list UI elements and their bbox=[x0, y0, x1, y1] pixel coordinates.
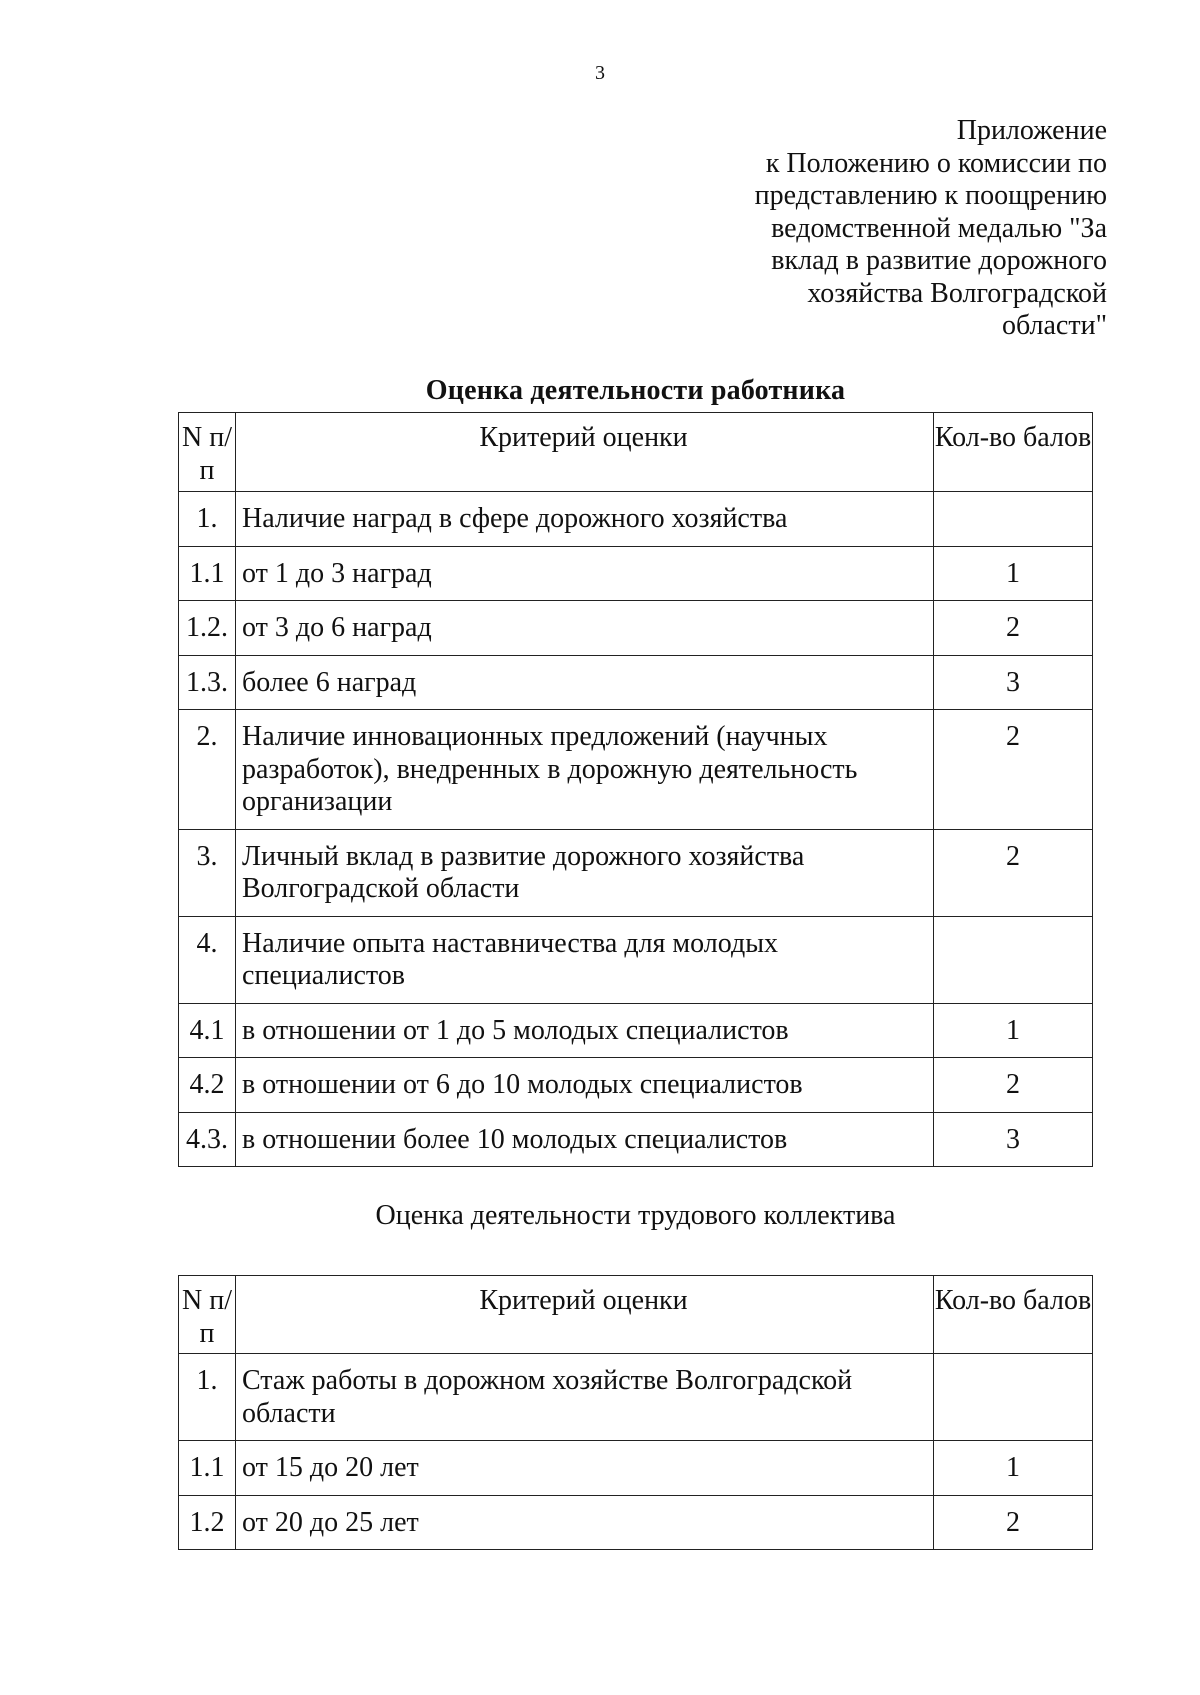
row-criterion: в отношении более 10 молодых специалистов bbox=[236, 1112, 934, 1167]
row-score bbox=[934, 916, 1093, 1003]
row-score bbox=[934, 492, 1093, 547]
table-header-row bbox=[179, 413, 1093, 492]
row-score: 1 bbox=[934, 1003, 1093, 1058]
row-num: 1. bbox=[179, 1354, 236, 1441]
row-score: 2 bbox=[934, 710, 1093, 830]
row-num: 1. bbox=[179, 492, 236, 547]
team-evaluation-table bbox=[178, 1275, 1093, 1550]
row-criterion: в отношении от 6 до 10 молодых специалистов bbox=[236, 1058, 934, 1113]
row-num: 1.2. bbox=[179, 601, 236, 656]
row-num: 1.3. bbox=[179, 655, 236, 710]
row-criterion: Наличие наград в сфере дорожного хозяйства bbox=[236, 492, 934, 547]
appendix-line: к Положению о комиссии по bbox=[765, 147, 1107, 179]
appendix-line: представлению к поощрению bbox=[754, 180, 1107, 211]
header-num: N п/п bbox=[179, 1276, 236, 1354]
employee-evaluation-table bbox=[178, 412, 1093, 1167]
row-num: 4. bbox=[179, 916, 236, 1003]
appendix-line: хозяйства Волгоградской bbox=[807, 277, 1107, 309]
row-num: 1.1 bbox=[179, 546, 236, 601]
page-number: 3 bbox=[595, 62, 605, 84]
row-criterion: от 15 до 20 лет bbox=[236, 1441, 934, 1496]
row-num: 4.2 bbox=[179, 1058, 236, 1113]
appendix-line: ведомственной медалью "За bbox=[771, 212, 1107, 244]
row-criterion: от 20 до 25 лет bbox=[236, 1495, 934, 1550]
row-criterion: Стаж работы в дорожном хозяйстве Волгоградской области bbox=[236, 1354, 934, 1441]
header-num: N п/п bbox=[179, 413, 236, 492]
row-score bbox=[934, 1354, 1093, 1441]
row-score: 2 bbox=[934, 829, 1093, 916]
row-criterion: более 6 наград bbox=[236, 655, 934, 710]
table-row bbox=[179, 1058, 1093, 1113]
row-num: 1.1 bbox=[179, 1441, 236, 1496]
row-num: 1.2 bbox=[179, 1495, 236, 1550]
table-row bbox=[179, 1003, 1093, 1058]
appendix-line: области" bbox=[1001, 310, 1107, 341]
table-row bbox=[179, 1112, 1093, 1167]
appendix-line: Приложение bbox=[956, 115, 1107, 146]
row-num: 4.1 bbox=[179, 1003, 236, 1058]
table-row bbox=[179, 601, 1093, 656]
header-criterion: Критерий оценки bbox=[236, 1276, 934, 1354]
table-row bbox=[179, 829, 1093, 916]
table-row bbox=[179, 655, 1093, 710]
row-num: 4.3. bbox=[179, 1112, 236, 1167]
row-score: 3 bbox=[934, 1112, 1093, 1167]
row-score: 2 bbox=[934, 1495, 1093, 1550]
row-num: 3. bbox=[179, 829, 236, 916]
row-criterion: Наличие инновационных предложений (научных разработок), внедренных в дорожную деятельность организации bbox=[236, 710, 934, 830]
employee-evaluation-title: Оценка деятельности работника bbox=[425, 375, 846, 406]
row-criterion: Наличие опыта наставничества для молодых специалистов bbox=[236, 916, 934, 1003]
table-row bbox=[179, 1354, 1093, 1441]
table-row bbox=[179, 1441, 1093, 1496]
header-criterion: Критерий оценки bbox=[236, 413, 934, 492]
row-score: 2 bbox=[934, 1058, 1093, 1113]
table-row bbox=[179, 1495, 1093, 1550]
header-score: Кол-во балов bbox=[934, 1276, 1093, 1354]
table-row bbox=[179, 492, 1093, 547]
table-header-row bbox=[179, 1276, 1093, 1354]
row-num: 2. bbox=[179, 710, 236, 830]
row-criterion: Личный вклад в развитие дорожного хозяйства Волгоградской области bbox=[236, 829, 934, 916]
table-row bbox=[179, 710, 1093, 830]
team-evaluation-title: Оценка деятельности трудового коллектива bbox=[375, 1200, 896, 1231]
appendix-line: вклад в развитие дорожного bbox=[771, 245, 1107, 276]
row-criterion: от 1 до 3 наград bbox=[236, 546, 934, 601]
row-score: 2 bbox=[934, 601, 1093, 656]
table-row bbox=[179, 916, 1093, 1003]
appendix-header bbox=[687, 115, 1107, 343]
header-score: Кол-во балов bbox=[934, 413, 1093, 492]
table-row bbox=[179, 546, 1093, 601]
row-score: 1 bbox=[934, 1441, 1093, 1496]
row-score: 3 bbox=[934, 655, 1093, 710]
row-score: 1 bbox=[934, 546, 1093, 601]
row-criterion: от 3 до 6 наград bbox=[236, 601, 934, 656]
row-criterion: в отношении от 1 до 5 молодых специалистов bbox=[236, 1003, 934, 1058]
